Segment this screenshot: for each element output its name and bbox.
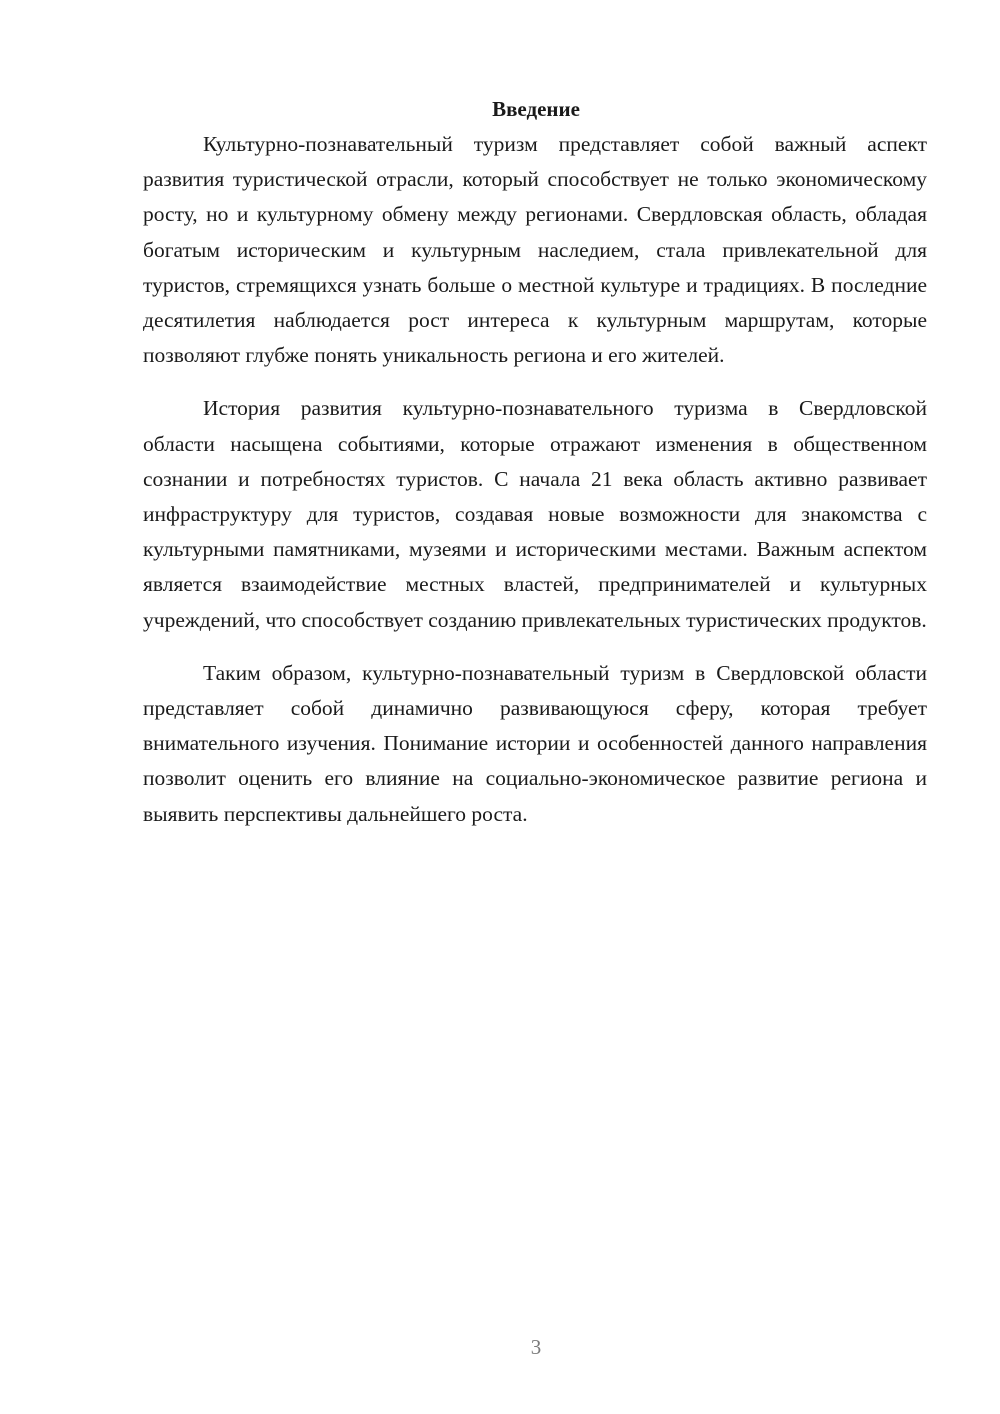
page-number: 3 xyxy=(530,1335,542,1359)
section-heading: Введение xyxy=(492,97,580,121)
page-content xyxy=(143,92,927,832)
paragraph-3: Таким образом, культурно-познавательный туризм в Свердловской области представляет собой динамично развивающуюся сферу, которая требует внимательного изучения. Понимание истории и особенностей данного направления позволит оценить его влияние на социально-экономическое развитие региона и выявить перспективы дальнейшего роста. xyxy=(143,660,927,826)
paragraph-2: История развития культурно-познавательного туризма в Свердловской области насыщена событиями, которые отражают изменения в общественном сознании и потребностях туристов. С начала 21 века область активно развивает инфраструктуру для туристов, создавая новые возможности для знакомства с культурными памятниками, музеями и историческими местами. Важным аспектом является взаимодействие местных властей, предпринимателей и культурных учреждений, что способствует созданию привлекательных туристических продуктов. xyxy=(143,396,927,632)
paragraph-1: Культурно-познавательный туризм представляет собой важный аспект развития туристической отрасли, который способствует не только экономическому росту, но и культурному обмену между регионами. Свердловская область, обладая богатым историческим и культурным наследием, стала привлекательной для туристов, стремящихся узнать больше о местной культуре и традициях. В последние десятилетия наблюдается рост интереса к культурным маршрутам, которые позволяют глубже понять уникальность региона и его жителей. xyxy=(143,132,927,368)
